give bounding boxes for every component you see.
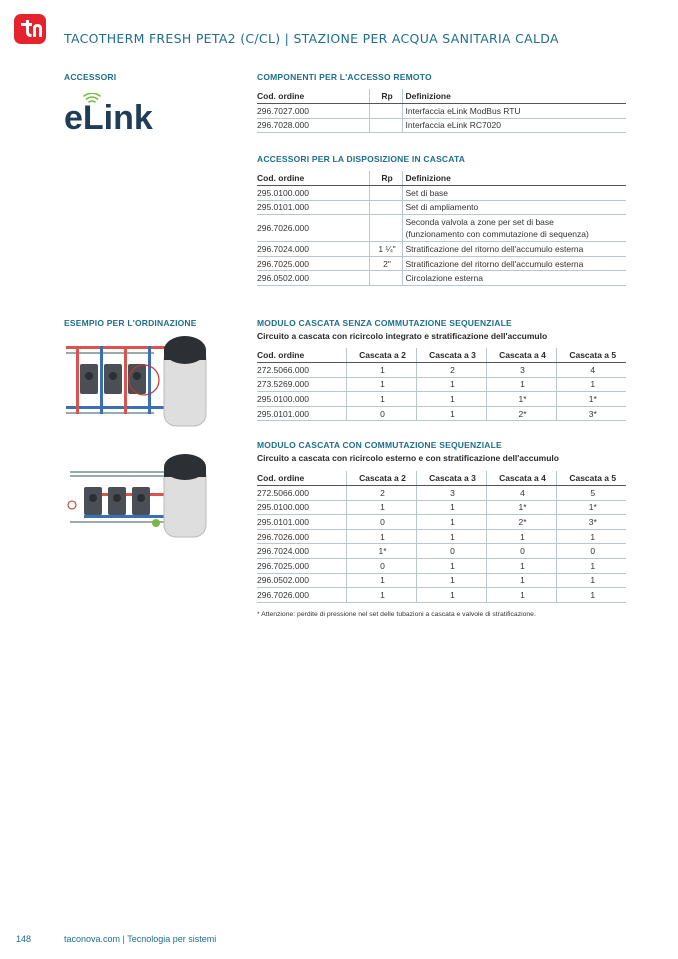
- cell: [402, 215, 626, 242]
- cell: 296.7026.000: [257, 529, 346, 544]
- cell: [369, 271, 402, 286]
- cell: [369, 118, 402, 133]
- col-header: Cascata a 4: [486, 348, 556, 363]
- table-row: [257, 104, 626, 119]
- cell: 1: [556, 573, 626, 588]
- table-row: [257, 363, 626, 378]
- cell: 3: [416, 486, 486, 501]
- cell: 1: [416, 515, 486, 530]
- esempio-label: ESEMPIO PER L'ORDINAZIONE: [64, 318, 197, 328]
- cell: 296.0502.000: [257, 271, 369, 286]
- cell: 296.7024.000: [257, 242, 369, 257]
- cell: 1: [416, 406, 486, 421]
- cell: 0: [416, 544, 486, 559]
- col-header: Cascata a 4: [486, 471, 556, 486]
- cell: 1: [346, 363, 416, 378]
- col-header: Cod. ordine: [257, 171, 369, 186]
- cell: [369, 186, 402, 201]
- table-row: [257, 515, 626, 530]
- cell: 1: [416, 377, 486, 392]
- cell: 1: [556, 377, 626, 392]
- col-header: Definizione: [402, 171, 626, 186]
- cell: 1: [416, 558, 486, 573]
- col-header: Cod. ordine: [257, 89, 369, 104]
- cell: 1: [346, 588, 416, 603]
- cell: [369, 104, 402, 119]
- cell: 1: [346, 377, 416, 392]
- table-row: [257, 271, 626, 286]
- module2-subtitle: Circuito a cascata con ricircolo esterno e con stratificazione dell'accumulo: [257, 453, 559, 463]
- table-row: [257, 215, 626, 242]
- cell: 0: [346, 406, 416, 421]
- cell: 3: [486, 363, 556, 378]
- cell: 1: [346, 573, 416, 588]
- elink-logo-text: eLink: [64, 99, 153, 135]
- remote-table: [257, 89, 626, 133]
- cell: 1: [416, 573, 486, 588]
- module2-title: MODULO CASCATA CON COMMUTAZIONE SEQUENZIALE: [257, 440, 502, 450]
- col-header: Cascata a 3: [416, 348, 486, 363]
- cell: 1: [346, 392, 416, 407]
- cell: 1: [346, 529, 416, 544]
- cell: 295.0101.000: [257, 515, 346, 530]
- cell: 2*: [486, 406, 556, 421]
- col-header: Cod. ordine: [257, 348, 346, 363]
- cell: 1: [486, 529, 556, 544]
- module2-table: [257, 471, 626, 603]
- cell: 1*: [486, 500, 556, 515]
- cell: 296.7028.000: [257, 118, 369, 133]
- table-row: [257, 186, 626, 201]
- col-header: Cascata a 2: [346, 471, 416, 486]
- remote-title: COMPONENTI PER L'ACCESSO REMOTO: [257, 72, 432, 82]
- cell: 272.5066.000: [257, 363, 346, 378]
- cell: 3*: [556, 515, 626, 530]
- page-number: 148: [16, 934, 32, 944]
- col-header: Rp: [369, 89, 402, 104]
- col-header: Definizione: [402, 89, 626, 104]
- cell: 0: [346, 515, 416, 530]
- cell: 295.0101.000: [257, 200, 369, 215]
- cell: 296.7026.000: [257, 588, 346, 603]
- cell: 296.7025.000: [257, 256, 369, 271]
- cell: 296.7024.000: [257, 544, 346, 559]
- cell: 2*: [486, 515, 556, 530]
- accessori-label: ACCESSORI: [64, 72, 117, 82]
- cell: 1: [416, 588, 486, 603]
- table-row: [257, 529, 626, 544]
- table-row: [257, 558, 626, 573]
- col-header: Cascata a 2: [346, 348, 416, 363]
- cell: 1: [486, 573, 556, 588]
- table-row: [257, 486, 626, 501]
- footer-link[interactable]: taconova.com | Tecnologia per sistemi: [64, 934, 217, 944]
- cell: Interfaccia eLink RC7020: [402, 118, 626, 133]
- table-row: [257, 242, 626, 257]
- table-row: [257, 377, 626, 392]
- table-row: [257, 256, 626, 271]
- cell: 296.7026.000: [257, 215, 369, 242]
- cell: 295.0100.000: [257, 186, 369, 201]
- cell: 0: [486, 544, 556, 559]
- cell: 1*: [346, 544, 416, 559]
- page-title: TACOTHERM FRESH PETA2 (C/CL) | STAZIONE PER ACQUA SANITARIA CALDA: [64, 31, 559, 46]
- cell: 0: [346, 558, 416, 573]
- cell: 1*: [556, 392, 626, 407]
- cell: 272.5066.000: [257, 486, 346, 501]
- table-row: [257, 544, 626, 559]
- cell: 1: [416, 529, 486, 544]
- table-row: [257, 588, 626, 603]
- cell: 295.0100.000: [257, 392, 346, 407]
- cell: 2": [369, 256, 402, 271]
- cell: 0: [556, 544, 626, 559]
- cell: 1: [486, 377, 556, 392]
- cell: Stratificazione del ritorno dell'accumulo esterna: [402, 242, 626, 257]
- cell: 1: [486, 558, 556, 573]
- cell: 5: [556, 486, 626, 501]
- cell: Set di base: [402, 186, 626, 201]
- table-row: [257, 200, 626, 215]
- cascade-acc-table: [257, 171, 626, 286]
- cell: 1: [556, 529, 626, 544]
- cell: 1 ¼": [369, 242, 402, 257]
- cell: 1: [416, 392, 486, 407]
- cell: 295.0101.000: [257, 406, 346, 421]
- cell: Stratificazione del ritorno dell'accumulo esterna: [402, 256, 626, 271]
- module1-title: MODULO CASCATA SENZA COMMUTAZIONE SEQUENZIALE: [257, 318, 512, 328]
- cell: 1: [556, 588, 626, 603]
- cell: 1: [346, 500, 416, 515]
- elink-logo: [64, 93, 156, 140]
- cell: Circolazione esterna: [402, 271, 626, 286]
- cell: 296.7027.000: [257, 104, 369, 119]
- module1-table: [257, 348, 626, 421]
- col-header: Cascata a 5: [556, 348, 626, 363]
- col-header: Rp: [369, 171, 402, 186]
- cell: [369, 200, 402, 215]
- cell: 296.7025.000: [257, 558, 346, 573]
- table-row: [257, 118, 626, 133]
- cell: 3*: [556, 406, 626, 421]
- definition-line: (funzionamento con commutazione di sequenza): [405, 229, 589, 240]
- table-row: [257, 392, 626, 407]
- cell: 296.0502.000: [257, 573, 346, 588]
- cell: Set di ampliamento: [402, 200, 626, 215]
- cell: 2: [346, 486, 416, 501]
- cell: Interfaccia eLink ModBus RTU: [402, 104, 626, 119]
- cell: 1*: [556, 500, 626, 515]
- module1-subtitle: Circuito a cascata con ricircolo integrato e stratificazione dell'accumulo: [257, 331, 548, 341]
- table-row: [257, 573, 626, 588]
- cell: 2: [416, 363, 486, 378]
- table-row: [257, 500, 626, 515]
- definition-line: Seconda valvola a zone per set di base: [405, 217, 554, 228]
- cell: 4: [556, 363, 626, 378]
- cell: [369, 215, 402, 242]
- cell: 1: [486, 588, 556, 603]
- col-header: Cod. ordine: [257, 471, 346, 486]
- table-row: [257, 406, 626, 421]
- cell: 4: [486, 486, 556, 501]
- cell: 1*: [486, 392, 556, 407]
- cascade-acc-title: ACCESSORI PER LA DISPOSIZIONE IN CASCATA: [257, 154, 466, 164]
- footnote: * Attenzione: perdite di pressione nel set delle tubazioni a cascata e valvole di stratificazione.: [257, 611, 536, 618]
- cell: 273.5269.000: [257, 377, 346, 392]
- cascade-illustration-1: [64, 332, 214, 427]
- col-header: Cascata a 3: [416, 471, 486, 486]
- col-header: Cascata a 5: [556, 471, 626, 486]
- taconova-logo: [14, 14, 46, 44]
- cell: 295.0100.000: [257, 500, 346, 515]
- cell: 1: [556, 558, 626, 573]
- cell: 1: [416, 500, 486, 515]
